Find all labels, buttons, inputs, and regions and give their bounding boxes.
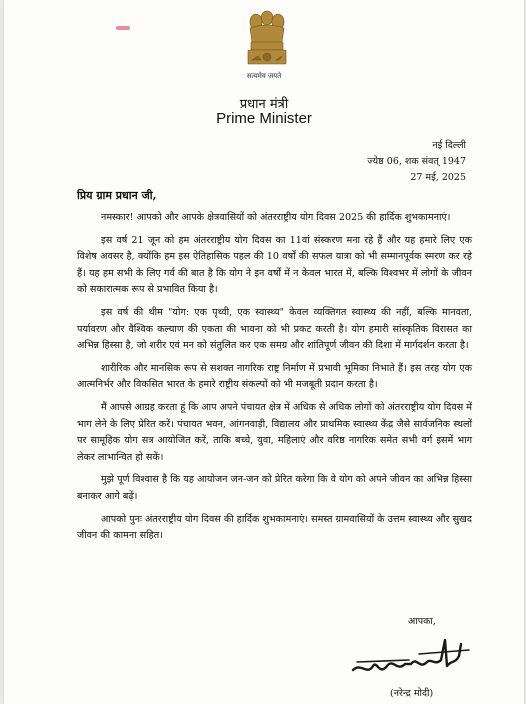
- paragraph: मैं आपसे आग्रह करता हूं कि आप अपने पंचायत क्षेत्र में अधिक से अधिक लोगों को अंतरराष्ट्रीय योग दिवस में भाग लेने के लिए प्रेरित करें। पंचायत भवन, आंगनवाड़ी, विद्यालय और प्राथमिक स्वास्थ्य केंद्र जैसे सार्वजनिक स्थलों पर सामूहिक योग सत्र आयोजित करें, ताकि बच्चे, युवा, महिलाएं और वरिष्ठ नागरिक समेत सभी वर्ग इसमें भाग लेकर लाभान्वित हो सकें।: [77, 401, 472, 463]
- place-date-block: [367, 138, 466, 186]
- handwritten-signature: [349, 636, 474, 686]
- closing: आपका,: [408, 616, 436, 627]
- office-title-english: Prime Minister: [216, 110, 312, 127]
- paragraph: मुझे पूर्ण विश्वास है कि यह आयोजन जन-जन को प्रेरित करेगा कि वे योग को अपने जीवन का अभिन्न हिस्सा बनाकर आगे बढ़ें।: [77, 474, 472, 502]
- paragraph: इस वर्ष की थीम "योग: एक पृथ्वी, एक स्वास्थ्य" केवल व्यक्तिगत स्वास्थ्य की नहीं, बल्कि मानवता, पर्यावरण और वैश्विक कल्याण की एकता की भावना को भी प्रकट करती है। योग हमारी सांस्कृतिक विरासत का अभिन्न हिस्सा है, जो शरीर एवं मन को संतुलित कर एक समग्र और शांतिपूर्ण जीवन की दिशा में मार्गदर्शन करता है।: [77, 306, 472, 352]
- city: नई दिल्ली: [432, 140, 466, 151]
- paragraph: इस वर्ष 21 जून को हम अंतरराष्ट्रीय योग दिवस का 11वां संस्करण मना रहे हैं और यह हमारे लिए एक विशेष अवसर है, क्योंकि हम इस ऐतिहासिक पहल की 10 वर्षों की सफल यात्रा को भी सम्मानपूर्वक स्मरण कर रहे हैं। यह हम सभी के लिए गर्व की बात है कि योग ने इन वर्षों में न केवल भारत में, बल्कि विश्वभर में लोगों के जीवन को सकारात्मक रूप से प्रभावित किया है।: [77, 234, 472, 296]
- letter-body: [77, 210, 472, 551]
- paragraph: आपको पुनः अंतरराष्ट्रीय योग दिवस की हार्दिक शुभकामनाएं। समस्त ग्रामवासियों के उत्तम स्वास्थ्य और सुखद जीवन की कामना सहित।: [77, 513, 472, 542]
- office-title-hindi: प्रधान मंत्री: [239, 97, 289, 112]
- hindu-calendar-date: ज्येष्ठ 06, शक संवत् 1947: [367, 156, 466, 167]
- paragraph: शारीरिक और मानसिक रूप से सशक्त नागरिक राष्ट्र निर्माण में प्रभावी भूमिका निभाते हैं। इस तरह योग एक आत्मनिर्भर और विकसित भारत के हमारे राष्ट्रीय संकल्पों को भी मजबूती प्रदान करता है।: [77, 362, 472, 391]
- signatory-name: (नरेन्द्र मोदी): [390, 688, 434, 699]
- letter-page: [4, 0, 524, 704]
- pink-mark: [116, 26, 130, 30]
- national-emblem-icon: [242, 6, 292, 72]
- emblem-motto: सत्यमेव जयते: [246, 72, 282, 80]
- letter-date: 27 मई, 2025: [410, 172, 466, 183]
- salutation: प्रिय ग्राम प्रधान जी,: [77, 189, 157, 202]
- paragraph: नमस्कार! आपको और आपके क्षेत्रवासियों को अंतरराष्ट्रीय योग दिवस 2025 की हार्दिक शुभकामनाएं।: [101, 212, 451, 223]
